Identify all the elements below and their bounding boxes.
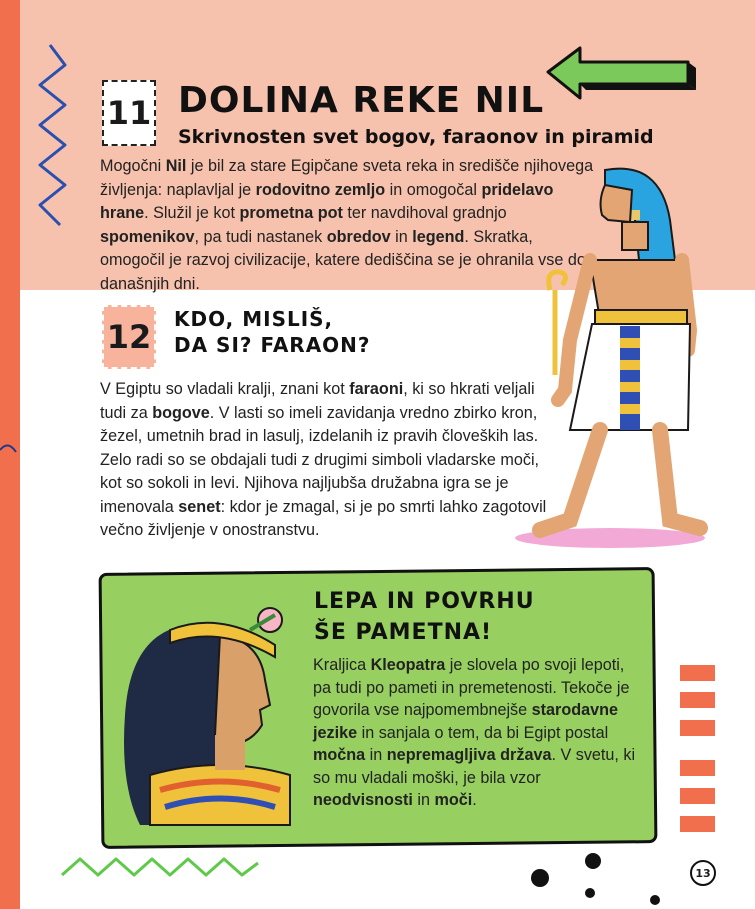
section-body	[100, 378, 555, 543]
section-title: DOLINA REKE NIL	[178, 80, 545, 121]
box-title-line: LEPA IN POVRHU	[314, 589, 535, 614]
bold-text: bogove	[152, 403, 210, 422]
bold-text: moči	[434, 791, 473, 809]
section-number: 12	[106, 318, 152, 356]
text-run: , ki so hkrati veljali tudi za	[100, 380, 535, 422]
bold-text: Kleopatra	[370, 656, 446, 674]
bold-text: prometna pot	[239, 204, 343, 222]
zigzag-decoration	[60, 855, 260, 880]
section-title-line: KDO, MISLIŠ,	[174, 307, 334, 331]
box-title-line: ŠE PAMETNA!	[314, 620, 493, 645]
squiggle-decoration	[0, 430, 20, 470]
bold-text: obredov	[326, 227, 391, 246]
bold-text: neodvisnosti	[313, 791, 413, 809]
text-run: Mogočni	[100, 157, 166, 175]
text-run: ter navdihoval gradnjo	[342, 204, 507, 222]
bold-text: senet	[178, 497, 221, 516]
text-run: in	[412, 791, 435, 809]
section-number-badge	[102, 80, 156, 146]
bold-text: legend	[412, 227, 465, 246]
bold-text: pridelavo hrane	[100, 180, 554, 222]
bold-text: spomenikov	[100, 227, 195, 246]
cleopatra-illustration	[110, 585, 300, 830]
section-number-badge	[102, 305, 156, 369]
text-run: in	[365, 746, 387, 764]
text-run: . V svetu, ki so mu vladali moški, je bila vzor	[313, 746, 636, 787]
bold-text: močna	[313, 746, 366, 764]
text-run: Kraljica	[313, 656, 371, 674]
text-run: .	[472, 791, 477, 809]
box-title	[314, 586, 535, 648]
dots-decoration	[520, 845, 670, 905]
section-title	[174, 306, 371, 358]
text-run: . Služil je kot	[144, 204, 240, 222]
bold-text: faraoni	[349, 380, 404, 398]
text-run: in omogočal	[385, 180, 482, 199]
bold-text: Nil	[165, 157, 187, 175]
section-subtitle: Skrivnosten svet bogov, faraonov in piramid	[178, 126, 654, 148]
box-body	[313, 654, 643, 812]
stripes-decoration	[680, 665, 715, 840]
text-run: . Skratka, omogočil je razvoj civilizacije, katere dediščina se je ohranila vse do današnjih dni.	[100, 227, 586, 293]
zigzag-decoration	[30, 40, 70, 240]
text-run: : kdor je zmagal, si je po smrti lahko zagotovil večno življenje v onostranstvu.	[100, 497, 547, 539]
text-run: je slovela po svoji lepoti, pa tudi po pameti in premetenosti. Tekoče je govorila vse najpomembnejše	[313, 656, 630, 719]
bold-text: nepremagljiva država	[386, 746, 552, 764]
text-run: . V lasti so imeli zavidanja vredno zbirko kron, žezel, umetnih brad in lasulj, izdelanih iz pravih človeških las. Zelo radi so se obdajali tudi z drugimi simboli vladarske moči, kot so sokoli in levi. Njihova najljubša družabna igra se je imenovala	[100, 403, 540, 516]
text-run: je bil za stare Egipčane sveta reka in središče njihovega življenja: naplavljal je	[100, 157, 594, 199]
text-run: , pa tudi nastanek	[194, 227, 327, 246]
text-run: in	[390, 227, 413, 246]
section-number: 11	[106, 94, 152, 132]
bold-text: starodavne jezike	[313, 701, 619, 742]
bold-text: rodovitno zemljo	[255, 180, 386, 199]
page-number: 13	[690, 860, 716, 886]
left-arrow-icon	[540, 40, 700, 110]
text-run: V Egiptu so vladali kralji, znani kot	[100, 380, 350, 398]
text-run: in sanjala o tem, da bi Egipt postal	[357, 723, 609, 742]
section-title-line: DA SI? FARAON?	[174, 333, 371, 357]
